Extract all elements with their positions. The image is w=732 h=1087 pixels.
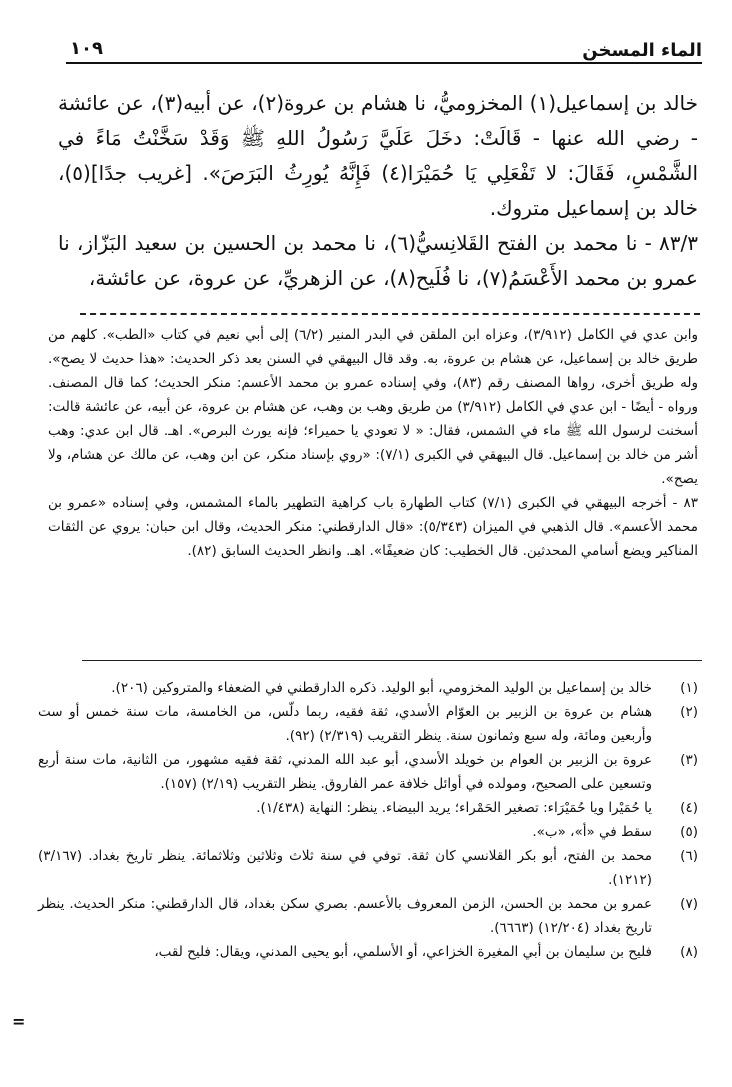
- footnote: [38, 748, 698, 796]
- footnote-number: (٣): [680, 752, 698, 768]
- footnote-number: (٥): [680, 824, 698, 840]
- footnote-number: (٨): [680, 944, 698, 960]
- footnote-number: (٢): [680, 704, 698, 720]
- footnote-text: هشام بن عروة بن الزبير بن العوّام الأسدي، ثقة فقيه، ربما دلّس، من الخامسة، مات سنة خمس أو ست وأربعين ومائة، وله سبع وثمانون سنة. ينظر التقريب (٢/٣١٩) (٩٢).: [38, 704, 652, 744]
- hadith-text: [58, 86, 698, 296]
- commentary-paragraph: ٨٣ - أخرجه البيهقي في الكبرى (٧/١) كتاب الطهارة باب كراهية التطهير بالماء المشمس، وفي إسناده «عمرو بن محمد الأعسم». قال الذهبي في الميزان (٥/٣٤٣): «قال الدارقطني: منكر الحديث، وقال ابن حبان: يروي عن الثقات المناكير ويضع أسامي المحدثين. قال الخطيب: كان ضعيفًا». اهـ. وانظر الحديث السابق (٨٢).: [48, 495, 698, 559]
- footnote-text: محمد بن الفتح، أبو بكر القلانسي كان ثقة. توفي في سنة ثلاث وثلاثين وثلاثمائة. ينظر تاريخ بغداد. (٣/١٦٧) (١٢١٢).: [38, 848, 652, 888]
- commentary-paragraph: وابن عدي في الكامل (٣/٩١٢)، وعزاه ابن الملقن في البدر المنير (٦/٢) إلى أبي نعيم في كتاب «الطب». كلهم من طريق خالد بن إسماعيل، عن هشام بن عروة، به. وقد قال البيهقي في السنن بعد ذكر الحديث: «هذا حديث لا يصح». وله طريق أخرى، رواها المصنف رقم (٨٣)، وفي إسناده عمرو بن محمد الأعسم: منكر الحديث؛ كما قال المصنف. ورواه - أيضًا - ابن عدي في الكامل (٣/٩١٢) من طريق وهب بن وهب، عن هشام بن عروة، عن أبيه، عن عائشة قالت: أسخنت لرسول الله ﷺ ماء في الشمس، فقال: « لا تعودي يا حميراء؛ فإنه يورث البرص». اهـ. قال ابن عدي: وهب أشر من خالد بن إسماعيل. قال البيهقي في الكبرى (٧/١): «روي بإسناد منكر، عن ابن وهب، عن مالك عن هشام، ولا يصح».: [48, 327, 699, 487]
- dashed-divider: [80, 313, 700, 315]
- footnote-divider: [82, 660, 702, 661]
- footnote-text: فليح بن سليمان بن أبي المغيرة الخزاعي، أو الأسلمي، أبو يحيى المدني، ويقال: فليح لقب،: [154, 944, 652, 960]
- footnote: [38, 940, 698, 964]
- footnote: [38, 820, 698, 844]
- footnote-number: (١): [680, 680, 698, 696]
- running-header: [66, 30, 702, 64]
- chapter-title: الماء المسخن: [582, 40, 702, 61]
- footnote: [38, 796, 698, 820]
- footnote: [38, 700, 698, 748]
- footnote: [38, 676, 698, 700]
- footnote-number: (٧): [680, 896, 698, 912]
- footnote-text: عروة بن الزبير بن العوام بن خويلد الأسدي، أبو عبد الله المدني، ثقة فقيه مشهور، من الثانية، مات سنة أربع وتسعين على الصحيح، ومولده في أوائل خلافة عمر الفاروق. ينظر التقريب (٢/١٩) (١٥٧).: [38, 752, 652, 792]
- footnote-text: خالد بن إسماعيل بن الوليد المخزومي، أبو الوليد. ذكره الدارقطني في الضعفاء والمتروكين (٢٠٦).: [111, 680, 652, 696]
- footnote-number: (٦): [680, 848, 698, 864]
- footnote: [38, 844, 698, 892]
- footnote: [38, 892, 698, 940]
- continuation-mark: =: [12, 1012, 26, 1031]
- footnote-text: يا حُمَيْرا ويا حُمَيْرَاء: تصغير الحَمْراء؛ يريد البيضاء. ينظر: النهاية (١/٤٣٨).: [256, 800, 652, 816]
- takhrij-commentary: [48, 323, 698, 563]
- footnote-text: عمرو بن محمد بن الحسن، الزمن المعروف بالأعسم. بصري سكن بغداد، قال الدارقطني: منكر الحديث. ينظر تاريخ بغداد (١٢/٢٠٤) (٦٦٦٣).: [38, 896, 652, 936]
- footnote-number: (٤): [680, 800, 698, 816]
- hadith-paragraph: ٨٣/٣ - نا محمد بن الفتح القَلانِسيُّ(٦)، نا محمد بن الحسين بن سعيد البَزّاز، نا عمرو بن محمد الأَعْسَمُ(٧)، نا فُلَيح(٨)، عن الزهريِّ، عن عروة، عن عائشة،: [58, 231, 698, 290]
- page-number: ١٠٩: [70, 38, 103, 59]
- footnote-text: سقط في «أ»، «ب».: [532, 824, 652, 840]
- hadith-paragraph: خالد بن إسماعيل(١) المخزوميُّ، نا هشام بن عروة(٢)، عن أبيه(٣)، عن عائشة - رضي الله عنها - قَالَتْ: دخَلَ عَلَيَّ رَسُولُ اللهِ ﷺ وَقَدْ سَخَّنْتُ مَاءً في الشَّمْسِ، فَقَالَ: لا تَفْعَلِي يَا حُمَيْرَا(٤) فَإِنَّهُ يُورِثُ البَرَصَ». [غريب جدًا](٥)، خالد بن إسماعيل متروك.: [58, 91, 699, 220]
- footnotes: [38, 676, 698, 964]
